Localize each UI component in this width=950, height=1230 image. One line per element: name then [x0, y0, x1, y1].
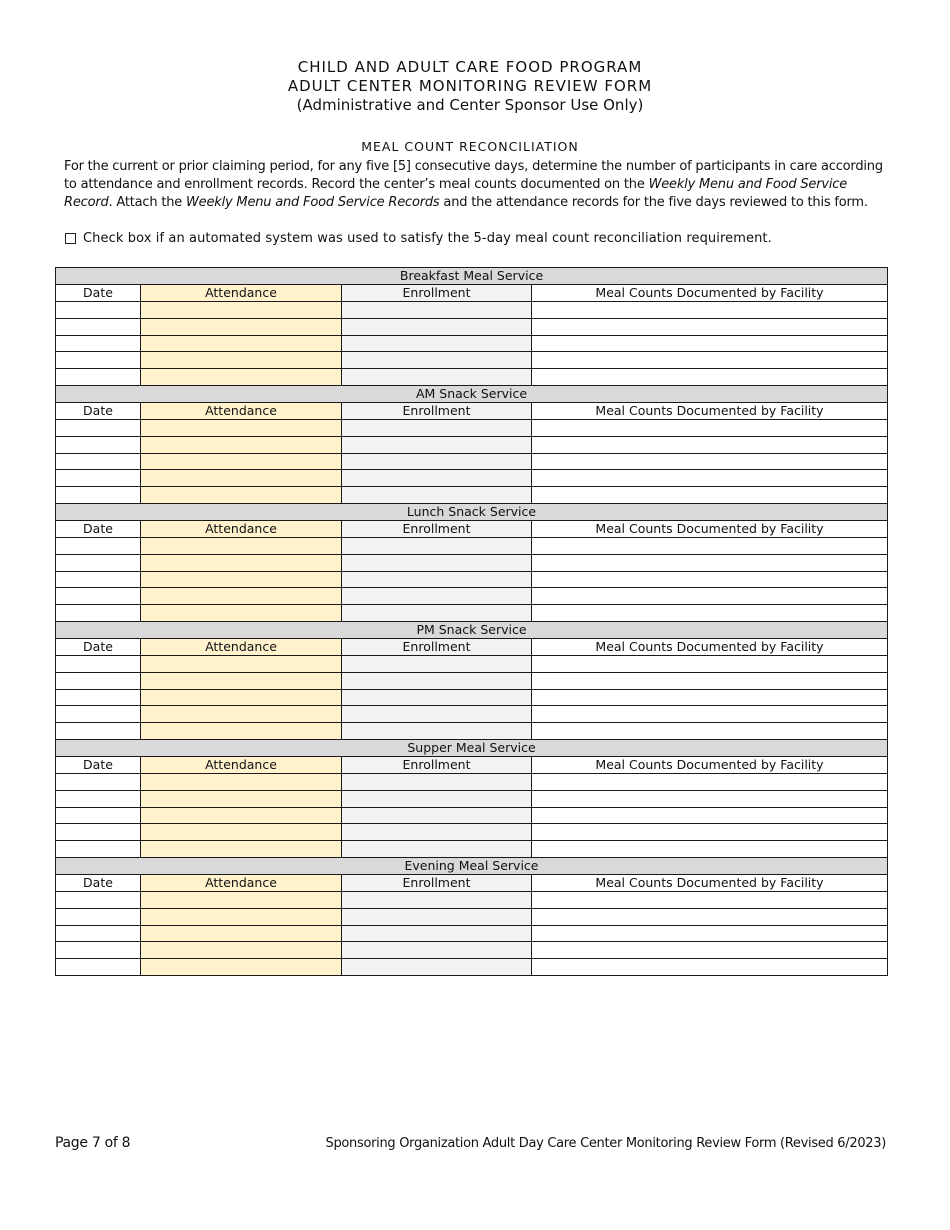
column-header-attendance: Attendance: [141, 874, 342, 891]
program-title: CHILD AND ADULT CARE FOOD PROGRAM: [297, 58, 643, 76]
section-title-cell: Evening Meal Service: [56, 857, 888, 874]
enrollment-cell[interactable]: [342, 807, 532, 824]
date-cell[interactable]: [56, 891, 141, 908]
section-title-cell: Breakfast Meal Service: [56, 268, 888, 285]
table-row: [56, 302, 888, 319]
column-header-date: Date: [56, 520, 141, 537]
column-header-attendance: Attendance: [141, 756, 342, 773]
date-cell[interactable]: [56, 419, 141, 436]
enrollment-cell[interactable]: [342, 841, 532, 858]
column-header-enrollment: Enrollment: [342, 638, 532, 655]
meal-counts-cell[interactable]: [532, 773, 888, 790]
attendance-cell[interactable]: [141, 302, 342, 319]
attendance-cell[interactable]: [141, 369, 342, 386]
enrollment-cell[interactable]: [342, 487, 532, 504]
table-row: [56, 419, 888, 436]
attendance-cell[interactable]: [141, 672, 342, 689]
automated-system-checkbox-row[interactable]: [65, 231, 895, 246]
date-cell[interactable]: [56, 571, 141, 588]
meal-counts-cell[interactable]: [532, 436, 888, 453]
meal-counts-cell[interactable]: [532, 369, 888, 386]
table-row: [56, 942, 888, 959]
column-header-meal-counts: Meal Counts Documented by Facility: [532, 520, 888, 537]
date-cell[interactable]: [56, 959, 141, 976]
column-header-row: [56, 638, 888, 655]
meal-counts-cell[interactable]: [532, 318, 888, 335]
enrollment-cell[interactable]: [342, 453, 532, 470]
enrollment-cell[interactable]: [342, 790, 532, 807]
date-cell[interactable]: [56, 605, 141, 622]
date-cell[interactable]: [56, 824, 141, 841]
attendance-cell[interactable]: [141, 841, 342, 858]
table-row: [56, 824, 888, 841]
column-header-meal-counts: Meal Counts Documented by Facility: [532, 402, 888, 419]
meal-counts-cell[interactable]: [532, 470, 888, 487]
enrollment-cell[interactable]: [342, 369, 532, 386]
date-cell[interactable]: [56, 554, 141, 571]
date-cell[interactable]: [56, 453, 141, 470]
instructions-italic-2: Weekly Menu and Food Service Records: [186, 195, 440, 210]
attendance-cell[interactable]: [141, 773, 342, 790]
enrollment-cell[interactable]: [342, 908, 532, 925]
table-row: [56, 453, 888, 470]
form-subtitle: (Administrative and Center Sponsor Use Only): [296, 96, 644, 114]
table-row: [56, 470, 888, 487]
attendance-cell[interactable]: [141, 537, 342, 554]
meal-counts-cell[interactable]: [532, 419, 888, 436]
attendance-cell[interactable]: [141, 453, 342, 470]
column-header-date: Date: [56, 638, 141, 655]
attendance-cell[interactable]: [141, 419, 342, 436]
table-row: [56, 352, 888, 369]
table-row: [56, 689, 888, 706]
attendance-cell[interactable]: [141, 605, 342, 622]
date-cell[interactable]: [56, 841, 141, 858]
date-cell[interactable]: [56, 537, 141, 554]
table-row: [56, 706, 888, 723]
column-header-attendance: Attendance: [141, 638, 342, 655]
enrollment-cell[interactable]: [342, 942, 532, 959]
column-header-attendance: Attendance: [141, 285, 342, 302]
column-header-date: Date: [56, 756, 141, 773]
attendance-cell[interactable]: [141, 655, 342, 672]
date-cell[interactable]: [56, 723, 141, 740]
table-row: [56, 588, 888, 605]
date-cell[interactable]: [56, 318, 141, 335]
form-title: ADULT CENTER MONITORING REVIEW FORM: [287, 77, 653, 95]
section-header-row: [56, 385, 888, 402]
column-header-row: [56, 756, 888, 773]
enrollment-cell[interactable]: [342, 318, 532, 335]
instructions-italic-1: Weekly Menu and Food Service Record: [64, 177, 848, 210]
enrollment-cell[interactable]: [342, 891, 532, 908]
table-row: [56, 959, 888, 976]
enrollment-cell[interactable]: [342, 419, 532, 436]
date-cell[interactable]: [56, 302, 141, 319]
meal-counts-cell[interactable]: [532, 706, 888, 723]
meal-counts-cell[interactable]: [532, 571, 888, 588]
form-header: [0, 58, 940, 115]
page-number: Page 7 of 8: [55, 1135, 131, 1151]
attendance-cell[interactable]: [141, 908, 342, 925]
instructions-text-1: For the current or prior claiming period, for any five [5] consecutive days, determine the number of participants in care according to attendance and enrollment records. Record the center’s meal counts documented on the: [64, 159, 883, 192]
table-row: [56, 891, 888, 908]
attendance-cell[interactable]: [141, 942, 342, 959]
meal-counts-cell[interactable]: [532, 588, 888, 605]
meal-counts-cell[interactable]: [532, 335, 888, 352]
enrollment-cell[interactable]: [342, 571, 532, 588]
column-header-meal-counts: Meal Counts Documented by Facility: [532, 638, 888, 655]
automated-system-checkbox-label: Check box if an automated system was used to satisfy the 5-day meal count reconciliation requirement.: [83, 231, 772, 246]
table-row: [56, 773, 888, 790]
table-row: [56, 369, 888, 386]
date-cell[interactable]: [56, 470, 141, 487]
date-cell[interactable]: [56, 436, 141, 453]
section-title-cell: Supper Meal Service: [56, 739, 888, 756]
column-header-attendance: Attendance: [141, 402, 342, 419]
table-row: [56, 655, 888, 672]
meal-counts-cell[interactable]: [532, 908, 888, 925]
enrollment-cell[interactable]: [342, 302, 532, 319]
meal-counts-cell[interactable]: [532, 959, 888, 976]
column-header-enrollment: Enrollment: [342, 874, 532, 891]
table-row: [56, 672, 888, 689]
date-cell[interactable]: [56, 335, 141, 352]
table-row: [56, 908, 888, 925]
automated-system-checkbox[interactable]: [65, 233, 76, 244]
table-row: [56, 537, 888, 554]
column-header-enrollment: Enrollment: [342, 520, 532, 537]
attendance-cell[interactable]: [141, 571, 342, 588]
section-header-row: [56, 503, 888, 520]
date-cell[interactable]: [56, 790, 141, 807]
table-row: [56, 605, 888, 622]
attendance-cell[interactable]: [141, 352, 342, 369]
attendance-cell[interactable]: [141, 706, 342, 723]
form-footer-name: Sponsoring Organization Adult Day Care Center Monitoring Review Form (Revised 6/2023): [325, 1136, 886, 1151]
table-row: [56, 925, 888, 942]
enrollment-cell[interactable]: [342, 773, 532, 790]
section-title: MEAL COUNT RECONCILIATION: [361, 139, 579, 154]
attendance-cell[interactable]: [141, 470, 342, 487]
attendance-cell[interactable]: [141, 487, 342, 504]
enrollment-cell[interactable]: [342, 925, 532, 942]
instructions-text-3: and the attendance records for the five days reviewed to this form.: [439, 195, 868, 210]
table-row: [56, 571, 888, 588]
table-row: [56, 807, 888, 824]
enrollment-cell[interactable]: [342, 672, 532, 689]
section-header-row: [56, 268, 888, 285]
table-row: [56, 723, 888, 740]
date-cell[interactable]: [56, 588, 141, 605]
section-title-cell: PM Snack Service: [56, 621, 888, 638]
section-header-row: [56, 739, 888, 756]
meal-counts-cell[interactable]: [532, 841, 888, 858]
meal-counts-cell[interactable]: [532, 689, 888, 706]
enrollment-cell[interactable]: [342, 588, 532, 605]
date-cell[interactable]: [56, 773, 141, 790]
section-header-row: [56, 857, 888, 874]
meal-counts-cell[interactable]: [532, 723, 888, 740]
date-cell[interactable]: [56, 942, 141, 959]
enrollment-cell[interactable]: [342, 689, 532, 706]
table-row: [56, 554, 888, 571]
column-header-meal-counts: Meal Counts Documented by Facility: [532, 874, 888, 891]
enrollment-cell[interactable]: [342, 537, 532, 554]
meal-counts-cell[interactable]: [532, 554, 888, 571]
column-header-attendance: Attendance: [141, 520, 342, 537]
attendance-cell[interactable]: [141, 959, 342, 976]
meal-counts-cell[interactable]: [532, 487, 888, 504]
attendance-cell[interactable]: [141, 689, 342, 706]
meal-counts-cell[interactable]: [532, 453, 888, 470]
table-row: [56, 436, 888, 453]
attendance-cell[interactable]: [141, 824, 342, 841]
column-header-date: Date: [56, 285, 141, 302]
column-header-meal-counts: Meal Counts Documented by Facility: [532, 285, 888, 302]
enrollment-cell[interactable]: [342, 554, 532, 571]
meal-counts-cell[interactable]: [532, 537, 888, 554]
meal-counts-cell[interactable]: [532, 807, 888, 824]
attendance-cell[interactable]: [141, 723, 342, 740]
attendance-cell[interactable]: [141, 318, 342, 335]
date-cell[interactable]: [56, 672, 141, 689]
date-cell[interactable]: [56, 925, 141, 942]
enrollment-cell[interactable]: [342, 824, 532, 841]
meal-counts-cell[interactable]: [532, 672, 888, 689]
meal-counts-cell[interactable]: [532, 891, 888, 908]
enrollment-cell[interactable]: [342, 352, 532, 369]
date-cell[interactable]: [56, 706, 141, 723]
column-header-row: [56, 520, 888, 537]
meal-counts-cell[interactable]: [532, 302, 888, 319]
date-cell[interactable]: [56, 908, 141, 925]
meal-counts-cell[interactable]: [532, 925, 888, 942]
enrollment-cell[interactable]: [342, 706, 532, 723]
enrollment-cell[interactable]: [342, 470, 532, 487]
table-row: [56, 841, 888, 858]
table-row: [56, 318, 888, 335]
column-header-date: Date: [56, 402, 141, 419]
column-header-meal-counts: Meal Counts Documented by Facility: [532, 756, 888, 773]
enrollment-cell[interactable]: [342, 723, 532, 740]
date-cell[interactable]: [56, 487, 141, 504]
date-cell[interactable]: [56, 655, 141, 672]
enrollment-cell[interactable]: [342, 436, 532, 453]
column-header-enrollment: Enrollment: [342, 402, 532, 419]
section-title-cell: Lunch Snack Service: [56, 503, 888, 520]
table-row: [56, 335, 888, 352]
attendance-cell[interactable]: [141, 588, 342, 605]
column-header-row: [56, 874, 888, 891]
date-cell[interactable]: [56, 807, 141, 824]
meal-count-table: [55, 267, 888, 976]
table-row: [56, 790, 888, 807]
meal-counts-cell[interactable]: [532, 655, 888, 672]
attendance-cell[interactable]: [141, 335, 342, 352]
attendance-cell[interactable]: [141, 436, 342, 453]
instructions-paragraph: [64, 158, 890, 212]
date-cell[interactable]: [56, 689, 141, 706]
enrollment-cell[interactable]: [342, 605, 532, 622]
column-header-date: Date: [56, 874, 141, 891]
date-cell[interactable]: [56, 369, 141, 386]
table-row: [56, 487, 888, 504]
meal-counts-cell[interactable]: [532, 942, 888, 959]
meal-counts-cell[interactable]: [532, 605, 888, 622]
column-header-enrollment: Enrollment: [342, 285, 532, 302]
enrollment-cell[interactable]: [342, 959, 532, 976]
date-cell[interactable]: [56, 352, 141, 369]
column-header-enrollment: Enrollment: [342, 756, 532, 773]
meal-counts-cell[interactable]: [532, 352, 888, 369]
column-header-row: [56, 285, 888, 302]
instructions-text-2: . Attach the: [108, 195, 187, 210]
enrollment-cell[interactable]: [342, 655, 532, 672]
attendance-cell[interactable]: [141, 790, 342, 807]
section-header-row: [56, 621, 888, 638]
meal-counts-cell[interactable]: [532, 824, 888, 841]
enrollment-cell[interactable]: [342, 335, 532, 352]
section-title-cell: AM Snack Service: [56, 385, 888, 402]
column-header-row: [56, 402, 888, 419]
attendance-cell[interactable]: [141, 554, 342, 571]
meal-counts-cell[interactable]: [532, 790, 888, 807]
attendance-cell[interactable]: [141, 925, 342, 942]
attendance-cell[interactable]: [141, 807, 342, 824]
attendance-cell[interactable]: [141, 891, 342, 908]
